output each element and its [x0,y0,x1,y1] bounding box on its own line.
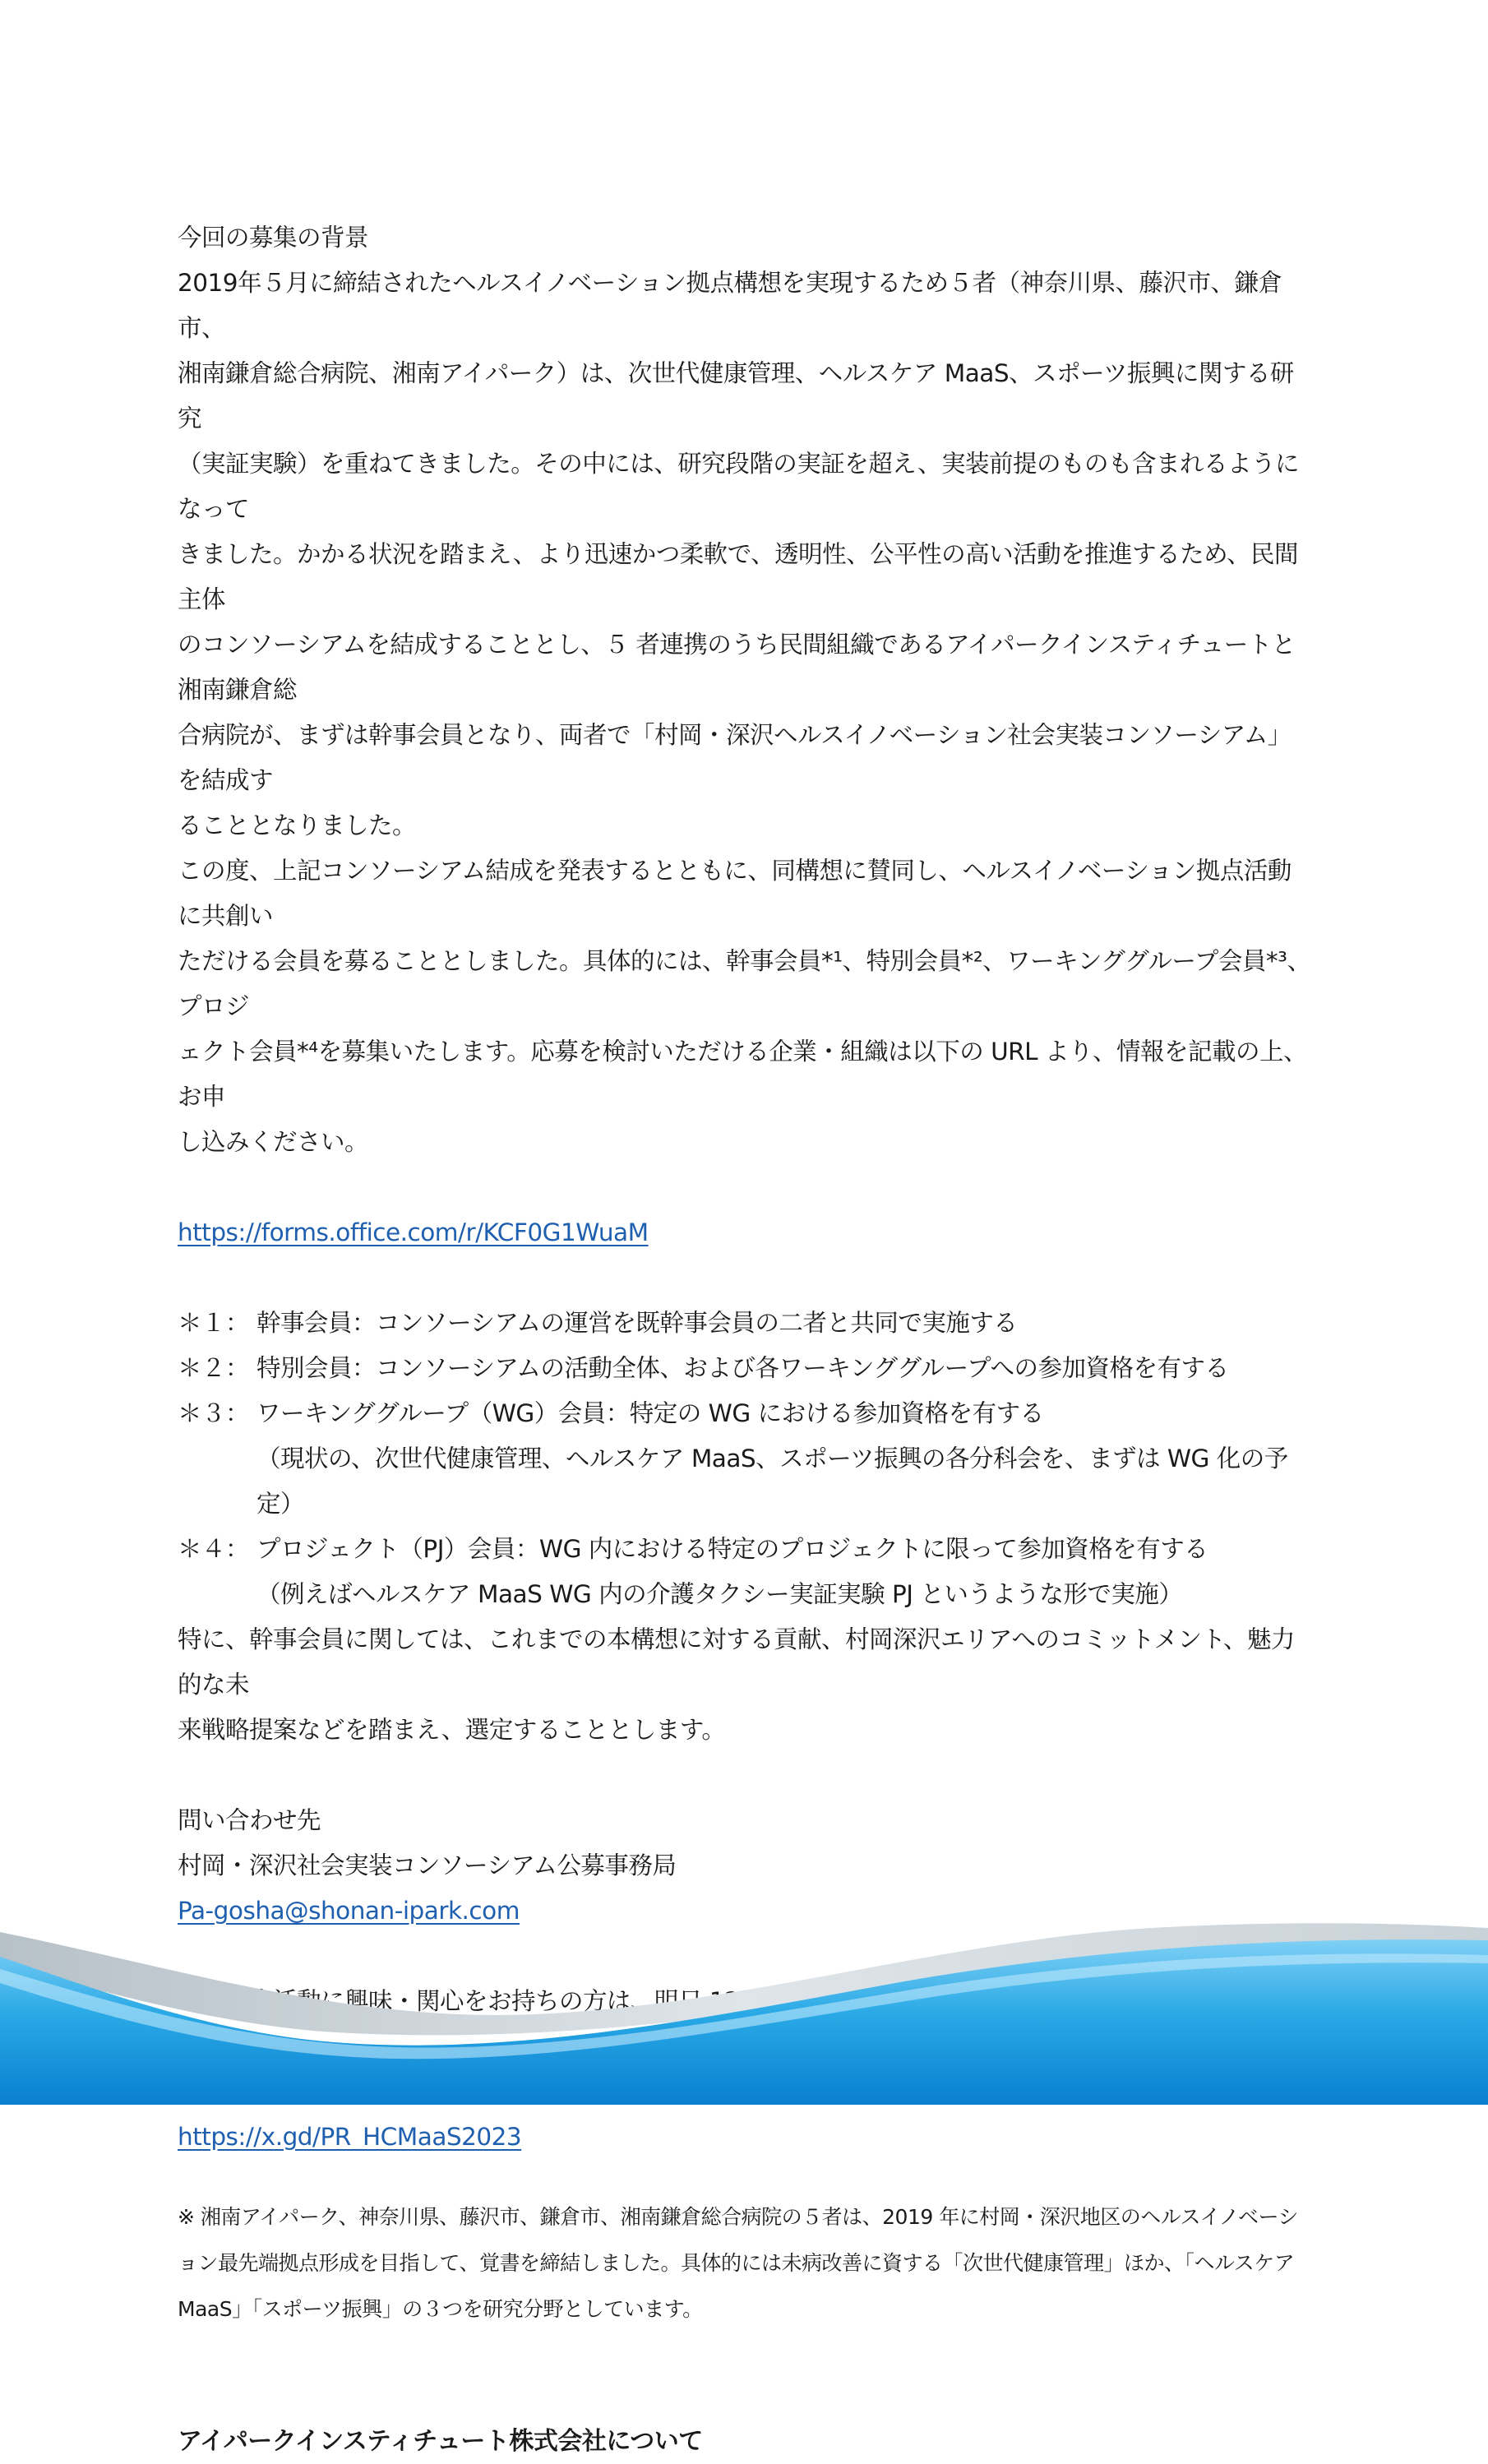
paragraph-line: （実証実験）を重ねてきました。その中には、研究段階の実証を超え、実装前提のものも含まれるようになって [178,450,1300,523]
paragraph-line: し込みください。 [178,1128,369,1156]
contact-email-link[interactable]: Pa-gosha@shonan-ipark.com [178,1897,520,1925]
footnote-line: MaaS」「スポーツ振興」の３つを研究分野としています。 [178,2297,703,2321]
paragraph-line: ェクト会員*⁴を募集いたします。応募を検討いただける企業・組織は以下の URL より、情報を記載の上、お申 [178,1038,1307,1111]
event-link[interactable]: https://x.gd/PR_HCMaaS2023 [178,2123,522,2151]
footnote-line: ョン最先端拠点形成を目指して、覚書を締結しました。具体的には未病改善に資する「次世代健康管理」ほか、「ヘルスケア [178,2251,1295,2275]
note-item [178,1391,1312,1436]
note-text: ワーキンググループ（WG）会員：特定の WG における参加資格を有する [256,1399,1044,1427]
paragraph-line: ただける会員を募ることとしました。具体的には、幹事会員*¹、特別会員*²、ワーキンググループ会員*³、プロジ [178,947,1311,1020]
note-marker: ＊３： [178,1399,250,1427]
note-subtext: （例えばヘルスケア MaaS WG 内の介護タクシー実証実験 PJ というような形で実施） [256,1580,1183,1608]
application-form-link[interactable]: https://forms.office.com/r/KCF0G1WuaM [178,1218,649,1246]
about-company-heading: アイパークインスティチュート株式会社について [178,2427,703,2456]
note-subtext: （現状の、次世代健康管理、ヘルスケア MaaS、スポーツ振興の各分科会を、まずは WG 化の予定） [256,1445,1288,1518]
contact-heading: 問い合わせ先 [178,1806,321,1834]
paragraph-line: ることとなりました。 [178,811,417,839]
note-marker: ＊１： [178,1309,250,1337]
paragraph-line: 合病院が、まずは幹事会員となり、両者で「村岡・深沢ヘルスイノベーション社会実装コンソーシアム」を結成す [178,721,1292,794]
paragraph-line: 2019年５月に締結されたヘルスイノベーション拠点構想を実現するため５者（神奈川県、藤沢市、鎌倉市、 [178,269,1282,342]
footnote [178,2194,1312,2332]
note-text: 特別会員：コンソーシアムの活動全体、および各ワーキンググループへの参加資格を有する [256,1354,1229,1382]
note-marker: ＊２： [178,1354,250,1382]
background-heading: 今回の募集の背景 [178,224,369,252]
background-paragraph [178,261,1312,1165]
note-text: プロジェクト（PJ）会員：WG 内における特定のプロジェクトに限って参加資格を有する [256,1535,1208,1563]
note-item [178,1346,1312,1391]
selection-paragraph [178,1617,1312,1753]
paragraph-line: きました。かかる状況を踏まえ、より迅速かつ柔軟で、透明性、公平性の高い活動を推進するため、民間主体 [178,540,1299,613]
document-body [178,215,1312,2464]
paragraph-line: この度、上記コンソーシアム結成を発表するとともに、同構想に賛同し、ヘルスイノベーション拠点活動に共創い [178,857,1292,930]
contact-organization: 村岡・深沢社会実装コンソーシアム公募事務局 [178,1851,677,1879]
footnote-line: ※ 湘南アイパーク、神奈川県、藤沢市、鎌倉市、湘南鎌倉総合病院の５者は、2019 年に村岡・深沢地区のヘルスイノベーシ [178,2205,1298,2229]
note-item [178,1527,1312,1572]
decorative-wave [0,1891,1488,2105]
note-text: 幹事会員：コンソーシアムの運営を既幹事会員の二者と共同で実施する [256,1309,1018,1337]
membership-notes [178,1301,1312,1617]
paragraph-line: 来戦略提案などを踏まえ、選定することとします。 [178,1716,726,1744]
paragraph-line: 特に、幹事会員に関しては、これまでの本構想に対する貢献、村岡深沢エリアへのコミットメント、魅力的な未 [178,1625,1295,1699]
paragraph-line: 湘南鎌倉総合病院、湘南アイパーク）は、次世代健康管理、ヘルスケア MaaS、スポーツ振興に関する研究 [178,359,1294,432]
paragraph-line: のコンソーシアムを結成することとし、５ 者連携のうち民間組織であるアイパークインスティチュートと湘南鎌倉総 [178,631,1296,704]
note-item [178,1301,1312,1346]
note-marker: ＊４： [178,1535,250,1563]
